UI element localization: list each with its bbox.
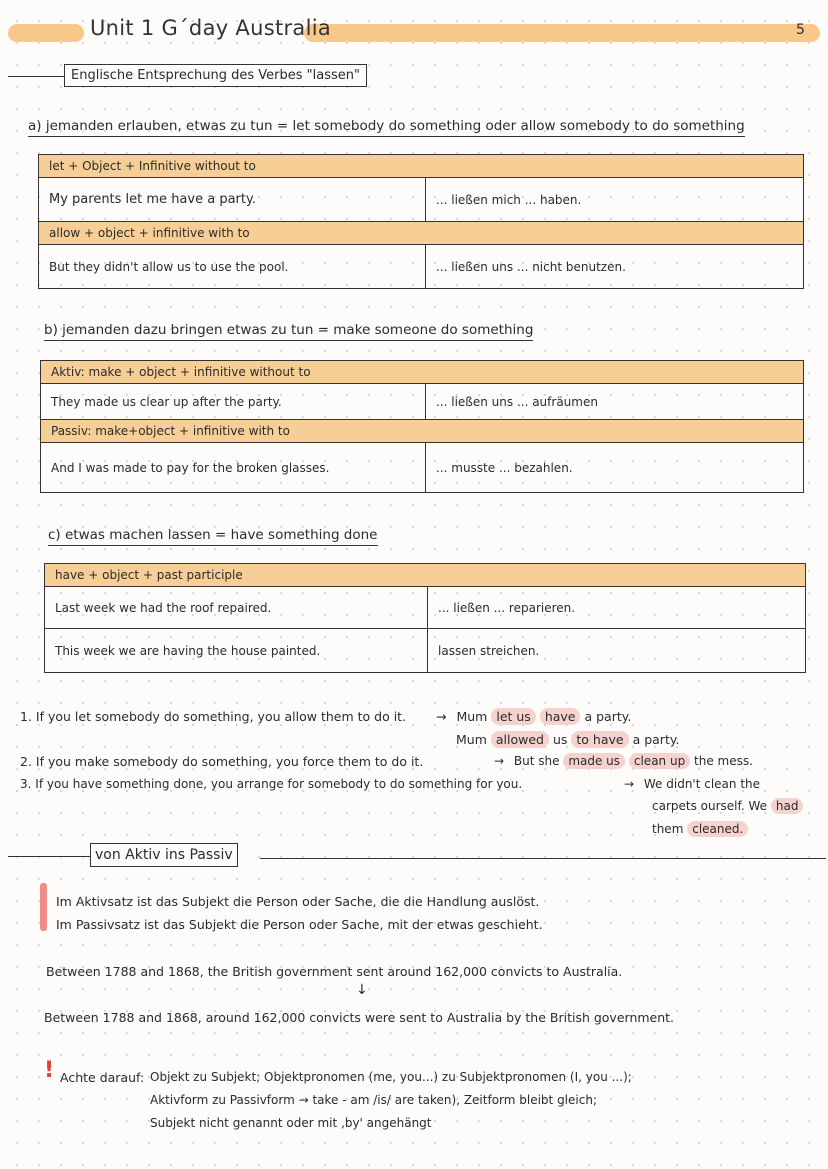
highlight: to have <box>571 731 628 748</box>
example-line-4: → We didn't clean the <box>624 777 761 791</box>
rule-header: have + object + past participle <box>45 564 806 587</box>
arrow-right-icon: → <box>624 777 635 791</box>
example-line-6: them cleaned. <box>652 822 748 836</box>
example-en: My parents let me have a party. <box>39 178 426 222</box>
example-en: This week we are having the house painted. <box>45 629 428 673</box>
arrow-right-icon: → <box>436 709 447 724</box>
example-line-1: → Mum let us have a party. <box>436 709 632 724</box>
highlight: made us <box>563 753 625 769</box>
example-line-5: carpets ourself. We had <box>652 799 803 813</box>
highlight: had <box>771 798 804 814</box>
section-rule <box>8 856 92 857</box>
table-c <box>44 563 806 673</box>
active-sentence: Between 1788 and 1868, the British government sent around 162,000 convicts to Australia. <box>46 964 623 979</box>
rule-passive: Im Passivsatz ist das Subjekt die Person oder Sache, mit der etwas geschieht. <box>56 917 543 932</box>
note-line-1: Objekt zu Subjekt; Objektpronomen (me, you...) zu Subjektpronomen (I, you ...); <box>150 1070 632 1084</box>
example-de: ... ließen mich ... haben. <box>426 178 804 222</box>
header-bar-right <box>304 24 820 42</box>
highlight: allowed <box>491 731 549 748</box>
table-b <box>40 360 804 493</box>
rule-active: Im Aktivsatz ist das Subjekt die Person oder Sache, die die Handlung auslöst. <box>56 894 540 909</box>
highlight: clean up <box>629 753 690 769</box>
note-line-2: Aktivform zu Passivform → take - am /is/ are taken), Zeitform bleibt gleich; <box>150 1093 597 1107</box>
example-en: And I was made to pay for the broken glasses. <box>41 443 426 493</box>
example-de: lassen streichen. <box>428 629 806 673</box>
note-line-3: Subjekt nicht genannt oder mit ‚by' angehängt <box>150 1116 432 1130</box>
example-en: But they didn't allow us to use the pool. <box>39 245 426 289</box>
rule-header: Aktiv: make + object + infinitive without to <box>41 361 804 384</box>
explanation-line-2: 2. If you make somebody do something, you force them to do it. <box>20 754 424 769</box>
example-de: ... musste ... bezahlen. <box>426 443 804 493</box>
table-a <box>38 154 804 289</box>
passive-sentence: Between 1788 and 1868, around 162,000 convicts were sent to Australia by the British government. <box>44 1010 675 1025</box>
example-line-3: → But she made us clean up the mess. <box>494 754 753 768</box>
example-en: Last week we had the roof repaired. <box>45 587 428 629</box>
heading-c: c) etwas machen lassen = have something done <box>48 527 378 543</box>
highlight: let us <box>491 708 535 725</box>
section-rule <box>260 858 826 859</box>
explanation-line-3: 3. If you have something done, you arrange for somebody to do something for you. <box>20 777 523 791</box>
exclamation-icon: ! <box>44 1058 55 1083</box>
example-de: ... ließen uns ... aufräumen <box>426 384 804 420</box>
heading-b: b) jemanden dazu bringen etwas zu tun = make someone do something <box>44 322 533 338</box>
section-rule <box>8 76 65 77</box>
arrow-right-icon: → <box>494 754 505 768</box>
rule-header: Passiv: make+object + infinitive with to <box>41 420 804 443</box>
highlight-bar <box>40 883 47 931</box>
example-en: They made us clear up after the party. <box>41 384 426 420</box>
down-arrow-icon: ↓ <box>356 982 368 998</box>
rule-header: allow + object + infinitive with to <box>39 222 804 245</box>
explanation-line-1: 1. If you let somebody do something, you allow them to do it. <box>20 709 407 724</box>
example-de: ... ließen uns ... nicht benutzen. <box>426 245 804 289</box>
page-title: Unit 1 G´day Australia <box>90 16 332 40</box>
section-label-lassen: Englische Entsprechung des Verbes "lassen" <box>64 64 367 87</box>
header-bar-left <box>8 24 84 42</box>
example-line-2: Mum allowed us to have a party. <box>456 732 680 747</box>
section-label-passiv: von Aktiv ins Passiv <box>90 843 238 867</box>
highlight: cleaned. <box>687 821 748 837</box>
note-label: Achte darauf: <box>60 1070 145 1085</box>
page-number: 5 <box>796 22 805 38</box>
rule-header: let + Object + Infinitive without to <box>39 155 804 178</box>
highlight: have <box>540 708 581 725</box>
example-de: ... ließen ... reparieren. <box>428 587 806 629</box>
heading-a: a) jemanden erlauben, etwas zu tun = let somebody do something oder allow somebody to do something <box>28 118 745 134</box>
